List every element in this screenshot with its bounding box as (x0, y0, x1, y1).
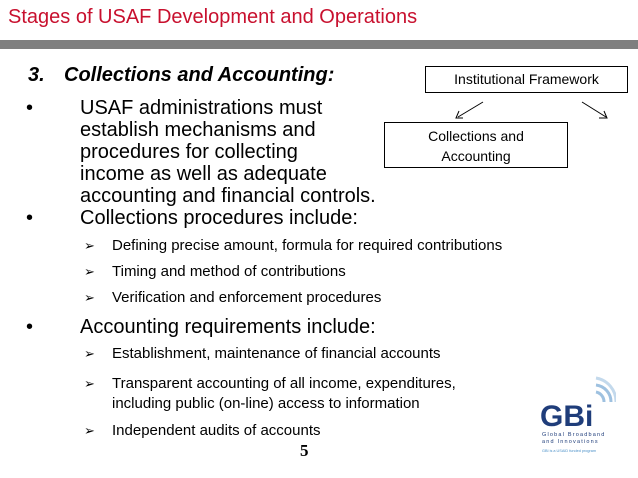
gbi-logo (536, 372, 616, 458)
bullet-1-line3: procedures for collecting (80, 141, 298, 163)
collections-box-line2: Accounting (441, 148, 511, 164)
arrow-bullet-icon: ➢ (84, 238, 95, 253)
sub-item-text (112, 374, 456, 414)
logo-tagline-2: and Innovations (542, 439, 599, 445)
bullet-dot-icon: • (26, 316, 34, 338)
arrow-bullet-icon: ➢ (84, 376, 95, 391)
arrow-bullet-icon: ➢ (84, 264, 95, 279)
collections-accounting-box (384, 122, 568, 168)
section-heading-text: Collections and Accounting: (64, 64, 335, 86)
sub-item-text: Establishment, maintenance of financial accounts (112, 345, 441, 362)
arrow-right-line (582, 102, 606, 117)
bullet-2-text: Collections procedures include: (80, 207, 358, 229)
arrow-bullet-icon: ➢ (84, 290, 95, 305)
bullet-1-text (80, 97, 376, 207)
arrow-bullet-icon: ➢ (84, 423, 95, 438)
bullet-1-line2: establish mechanisms and (80, 119, 316, 141)
bullet-1-line5: accounting and financial controls. (80, 185, 376, 207)
page-number: 5 (300, 441, 309, 460)
bullet-dot-icon: • (26, 207, 34, 229)
sub-item-line1: Transparent accounting of all income, expenditures, (112, 375, 456, 392)
sub-item-text: Timing and method of contributions (112, 263, 346, 280)
arrow-left-head (456, 111, 463, 118)
sub-item-text: Verification and enforcement procedures (112, 289, 382, 306)
logo-wordmark: GBi (540, 400, 594, 433)
section-number: 3. (28, 64, 45, 86)
collections-box-line1: Collections and (428, 128, 524, 144)
sub-item-line2: including public (on-line) access to information (112, 395, 420, 412)
section-heading (28, 64, 334, 87)
signal-arc-inner (596, 392, 604, 402)
bullet-dot-icon: • (26, 97, 34, 119)
arrow-left-line (458, 102, 483, 117)
arrow-bullet-icon: ➢ (84, 346, 95, 361)
bullet-3-text: Accounting requirements include: (80, 316, 376, 338)
sub-item-text: Independent audits of accounts (112, 422, 321, 439)
arrow-right-head (599, 111, 607, 118)
logo-footnote: GBI is a USAID funded program (542, 449, 597, 453)
logo-tagline-1: Global Broadband (542, 432, 606, 438)
bullet-1-line1: USAF administrations must (80, 97, 323, 119)
title-divider (0, 40, 638, 49)
bullet-1-line4: income as well as adequate (80, 163, 327, 185)
framework-box: Institutional Framework (425, 66, 628, 93)
sub-item-text: Defining precise amount, formula for required contributions (112, 237, 503, 254)
slide-title: Stages of USAF Development and Operations (8, 6, 418, 28)
